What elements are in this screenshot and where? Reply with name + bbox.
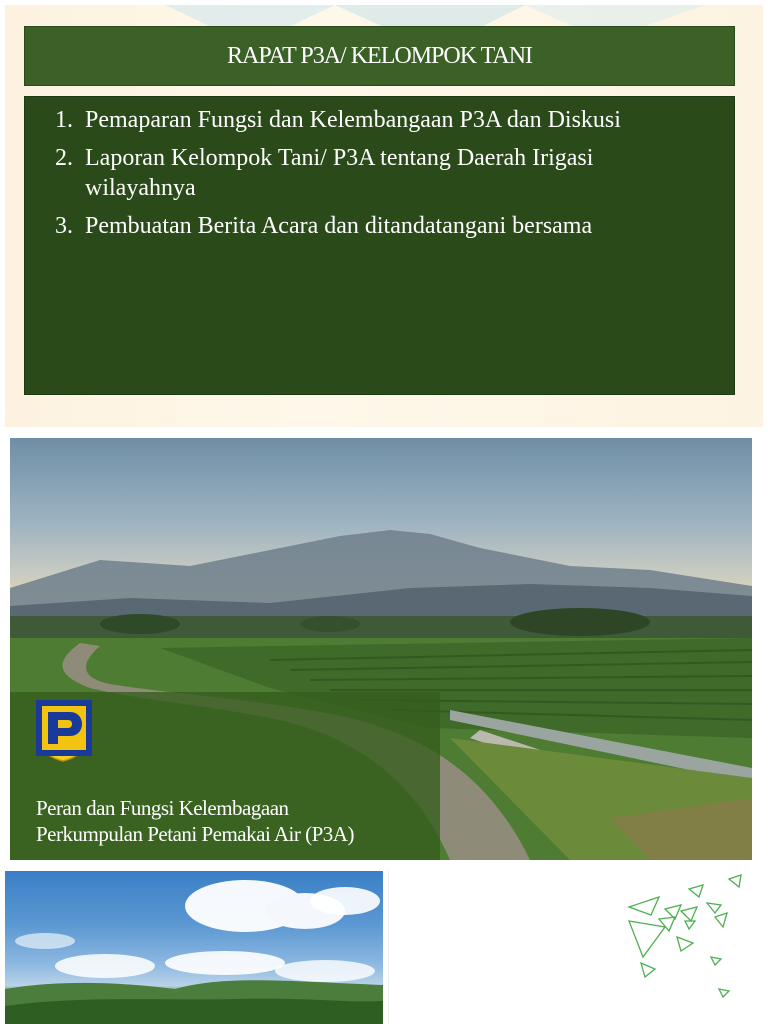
slide-cover-photo: [10, 438, 752, 860]
sky-landscape-photo: [5, 871, 383, 1024]
slide-blank-decor: [388, 871, 764, 1024]
agenda-item: 3. Pembuatan Berita Acara dan ditandatangani bersama: [79, 211, 704, 241]
slide-title: RAPAT P3A/ KELOMPOK TANI: [226, 42, 533, 69]
triangle-decoration-icon: [389, 871, 764, 1024]
cover-caption: [36, 795, 354, 847]
slide-agenda: [5, 5, 763, 427]
agenda-item: 1. Pemaparan Fungsi dan Kelembangaan P3A dan Diskusi: [79, 105, 704, 135]
caption-overlay: [10, 692, 440, 860]
slide-title-bar: [24, 26, 735, 86]
agenda-content-box: [24, 96, 735, 395]
caption-line: Peran dan Fungsi Kelembagaan: [36, 796, 289, 820]
agenda-list: [25, 97, 734, 241]
caption-line: Perkumpulan Petani Pemakai Air (P3A): [36, 822, 354, 846]
pu-logo-icon: [36, 700, 92, 756]
slide-sky-photo: [5, 871, 383, 1024]
agenda-item: 2. Laporan Kelompok Tani/ P3A tentang Daerah Irigasi wilayahnya: [79, 143, 704, 203]
